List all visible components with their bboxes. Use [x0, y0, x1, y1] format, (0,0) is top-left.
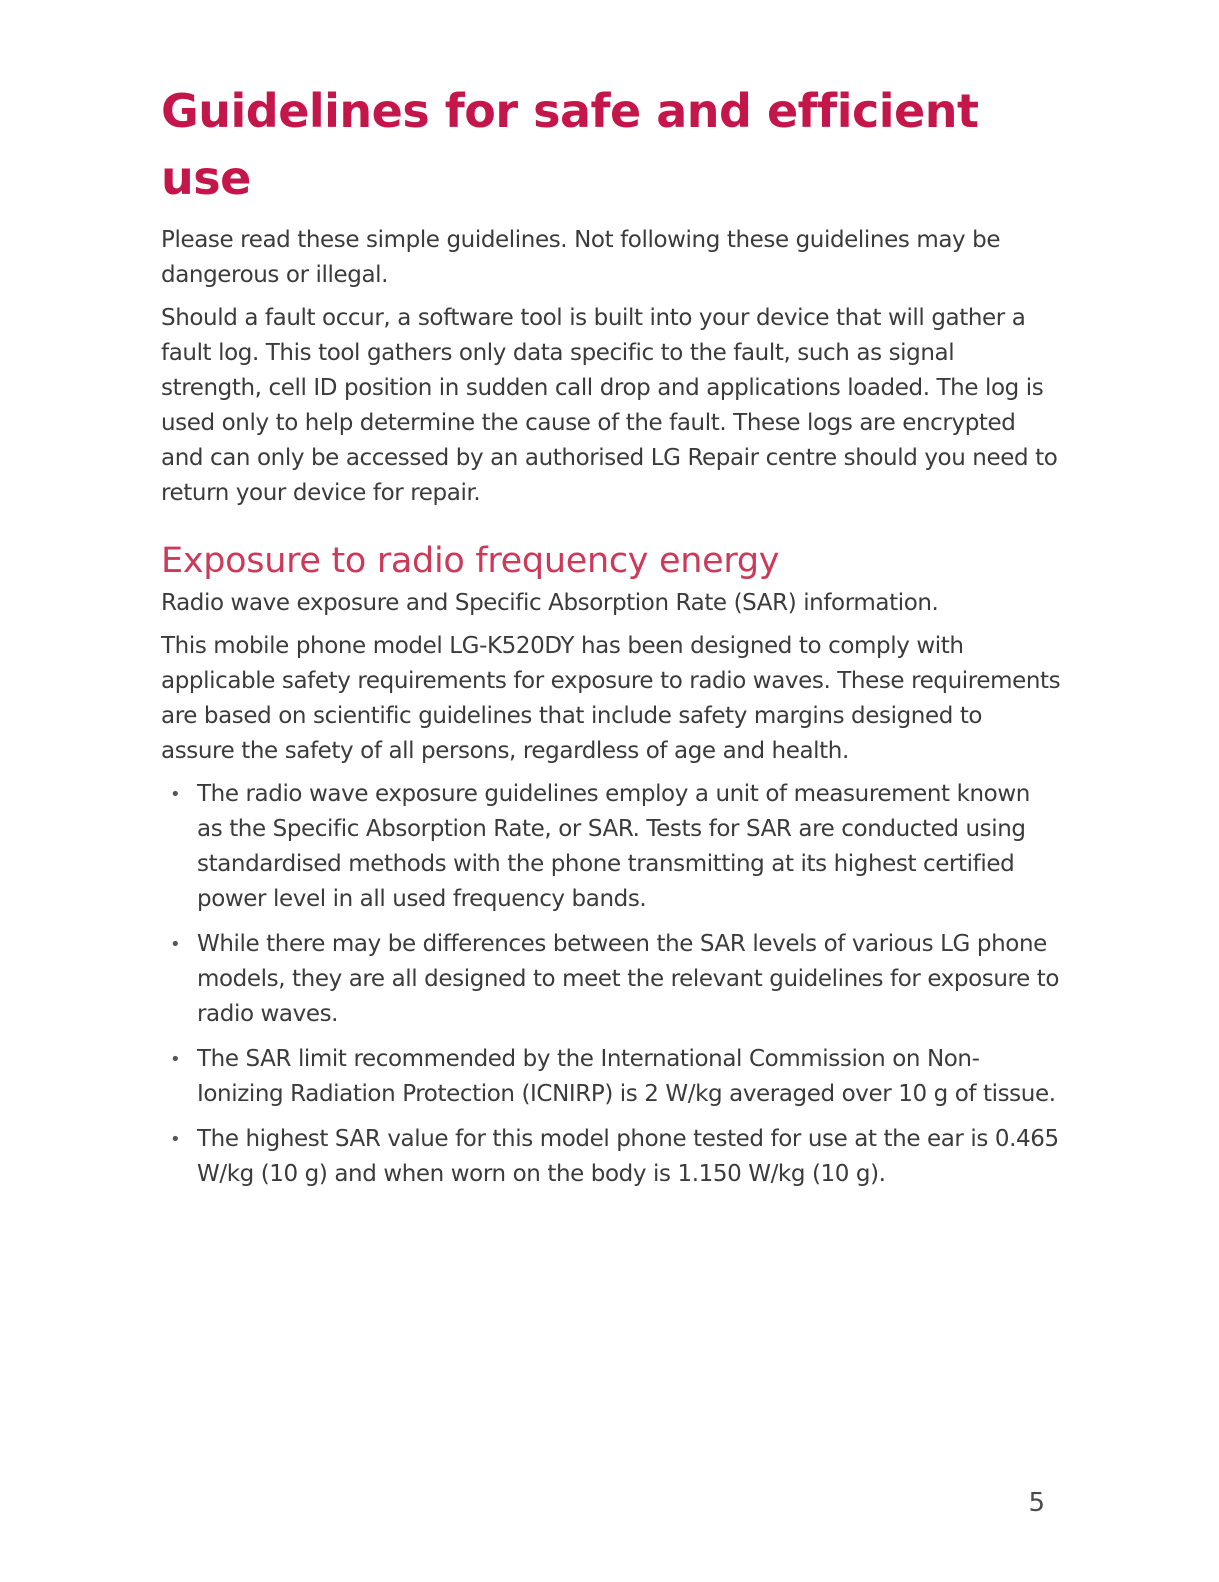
list-item	[161, 1042, 1061, 1112]
bullet-icon: •	[170, 934, 181, 955]
list-item-text: The highest SAR value for this model phone tested for use at the ear is 0.465 W/kg (10 g) and when worn on the body is 1.150 W/kg (10 g).	[197, 1126, 1059, 1187]
sar-bullet-list	[161, 777, 1061, 1192]
page-number: 5	[1028, 1488, 1045, 1518]
bullet-icon: •	[170, 1049, 181, 1070]
list-item-text: While there may be differences between the SAR levels of various LG phone models, they are all designed to meet the relevant guidelines for exposure to radio waves.	[197, 931, 1060, 1027]
fault-log-paragraph: Should a fault occur, a software tool is built into your device that will gather a fault log. This tool gathers only data specific to the fault, such as signal strength, cell ID position in sudden call drop and applications loaded. The log is used only to help determine the cause of the fault. These logs are encrypted and can only be accessed by an authorised LG Repair centre should you need to return your device for repair.	[161, 305, 1058, 506]
list-item	[161, 1122, 1061, 1192]
rf-intro-paragraph: Radio wave exposure and Specific Absorption Rate (SAR) information.	[161, 590, 939, 616]
intro-paragraph: Please read these simple guidelines. Not following these guidelines may be dangerous or illegal.	[161, 227, 1001, 288]
list-item-text: The radio wave exposure guidelines employ a unit of measurement known as the Specific Absorption Rate, or SAR. Tests for SAR are conducted using standardised methods with the phone transmitting at its highest certified power level in all used frequency bands.	[197, 781, 1030, 912]
page-title: Guidelines for safe and efficient use	[161, 84, 979, 205]
list-item-text: The SAR limit recommended by the International Commission on Non-Ionizing Radiation Protection (ICNIRP) is 2 W/kg averaged over 10 g of tissue.	[197, 1046, 1056, 1107]
bullet-icon: •	[170, 1129, 181, 1150]
bullet-icon: •	[170, 784, 181, 805]
rf-compliance-paragraph: This mobile phone model LG-K520DY has been designed to comply with applicable safety requirements for exposure to radio waves. These requirements are based on scientific guidelines that include safety margins designed to assure the safety of all persons, regardless of age and health.	[161, 633, 1061, 764]
section-heading-rf-exposure: Exposure to radio frequency energy	[161, 541, 780, 581]
list-item	[161, 777, 1061, 917]
document-page	[161, 78, 1061, 1202]
list-item	[161, 927, 1061, 1032]
